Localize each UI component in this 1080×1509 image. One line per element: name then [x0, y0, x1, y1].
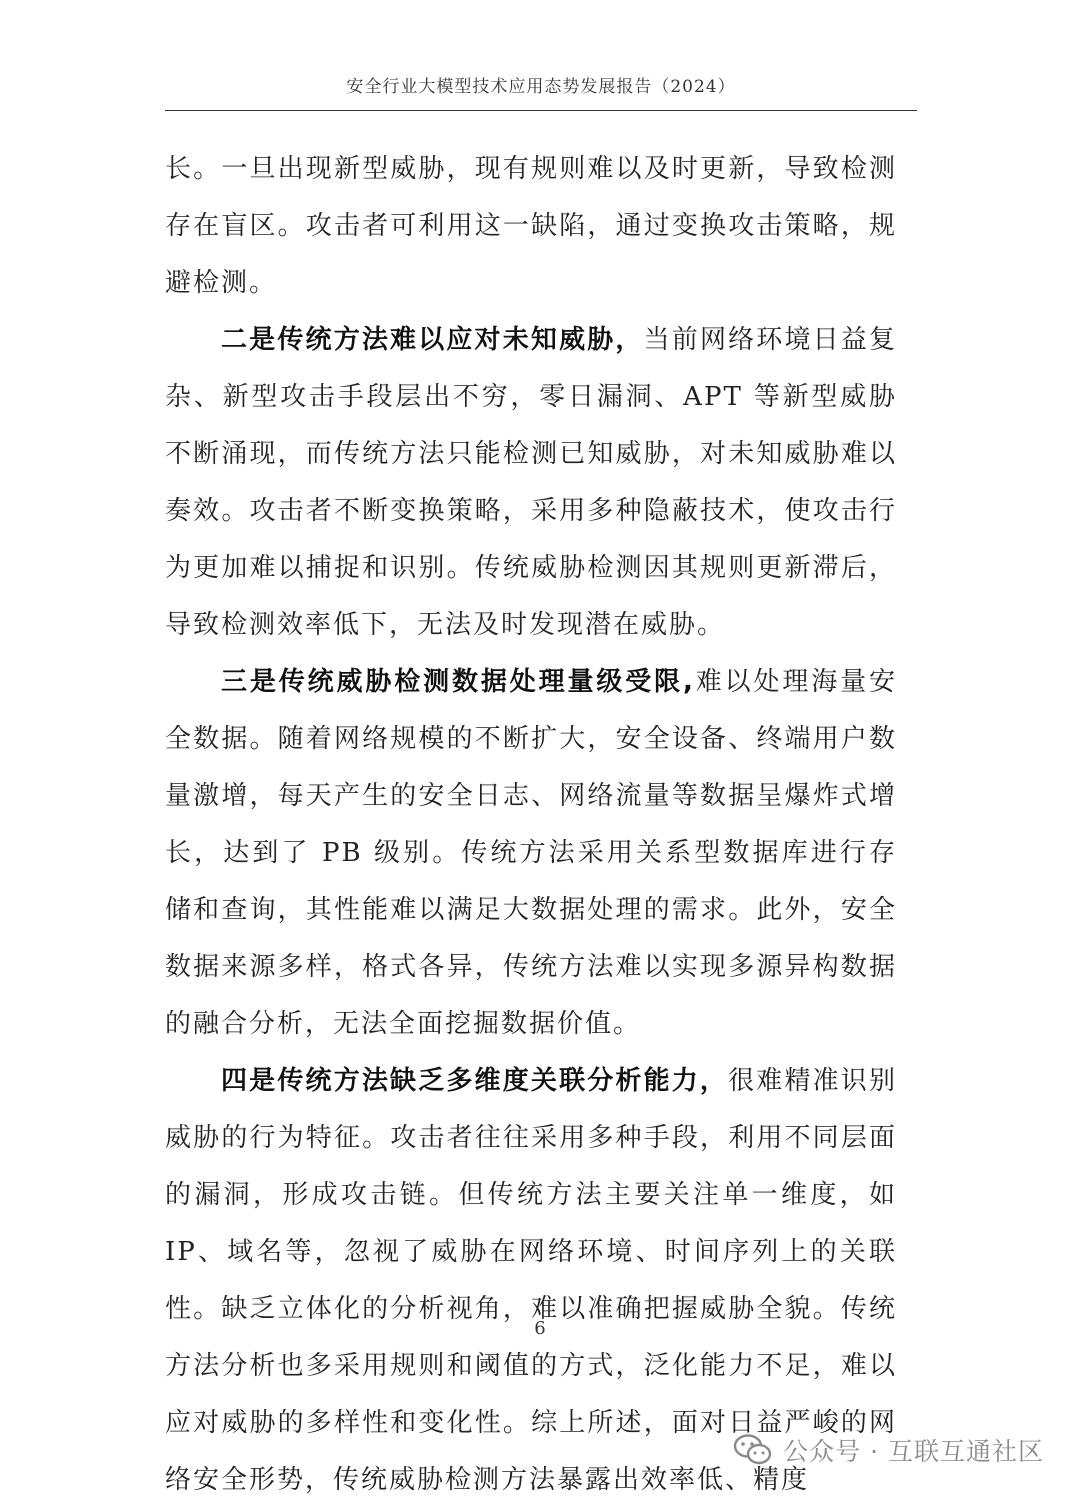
paragraph-text: 很难精准识别威胁的行为特征。攻击者往往采用多种手段，利用不同层面的漏洞，形成攻击链。但传统方法主要关注单一维度，如 IP、域名等，忽视了威胁在网络环境、时间序列上的关联性。缺乏立体化的分析视角，难以准确把握威胁全貌。传统方法分析也多采用规则和阈值的方式，泛化能力不足，难以应对威胁的多样性和变化性。综上所述，面对日益严峻的网络安全形势，传统威胁检测方法暴露出效率低、精度 [165, 1066, 897, 1495]
document-body [165, 141, 897, 1509]
watermark [733, 1432, 1044, 1468]
header-divider [165, 110, 917, 111]
page-header-title: 安全行业大模型技术应用态势发展报告（2024） [346, 77, 736, 97]
paragraph-lead-heading: 四是传统方法缺乏多维度关联分析能力， [221, 1066, 729, 1096]
paragraph-text: 难以处理海量安全数据。随着网络规模的不断扩大，安全设备、终端用户数量激增，每天产生的安全日志、网络流量等数据呈爆炸式增长，达到了 PB 级别。传统方法采用关系型数据库进行存储和查询，其性能难以满足大数据处理的需求。此外，安全数据来源多样，格式各异，传统方法难以实现多源异构数据的融合分析，无法全面挖掘数据价值。 [165, 667, 897, 1039]
paragraph-unknown-threats [165, 312, 897, 654]
paragraph-text: 当前网络环境日益复杂、新型攻击手段层出不穷，零日漏洞、APT 等新型威胁不断涌现，而传统方法只能检测已知威胁，对未知威胁难以奏效。攻击者不断变换策略，采用多种隐蔽技术，使攻击行为更加难以捕捉和识别。传统威胁检测因其规则更新滞后，导致检测效率低下，无法及时发现潜在威胁。 [165, 325, 897, 640]
paragraph-lead-heading: 三是传统威胁检测数据处理量级受限, [221, 667, 695, 697]
wechat-icon [733, 1433, 773, 1467]
paragraph-text: 长。一旦出现新型威胁，现有规则难以及时更新，导致检测存在盲区。攻击者可利用这一缺陷，通过变换攻击策略，规避检测。 [165, 154, 897, 298]
paragraph-lead-heading: 二是传统方法难以应对未知威胁， [221, 325, 644, 355]
paragraph-data-volume [165, 654, 897, 1053]
page-number: 6 [534, 1318, 546, 1339]
watermark-text: 公众号 · 互联互通社区 [783, 1437, 1044, 1466]
paragraph-continuation [165, 141, 897, 312]
